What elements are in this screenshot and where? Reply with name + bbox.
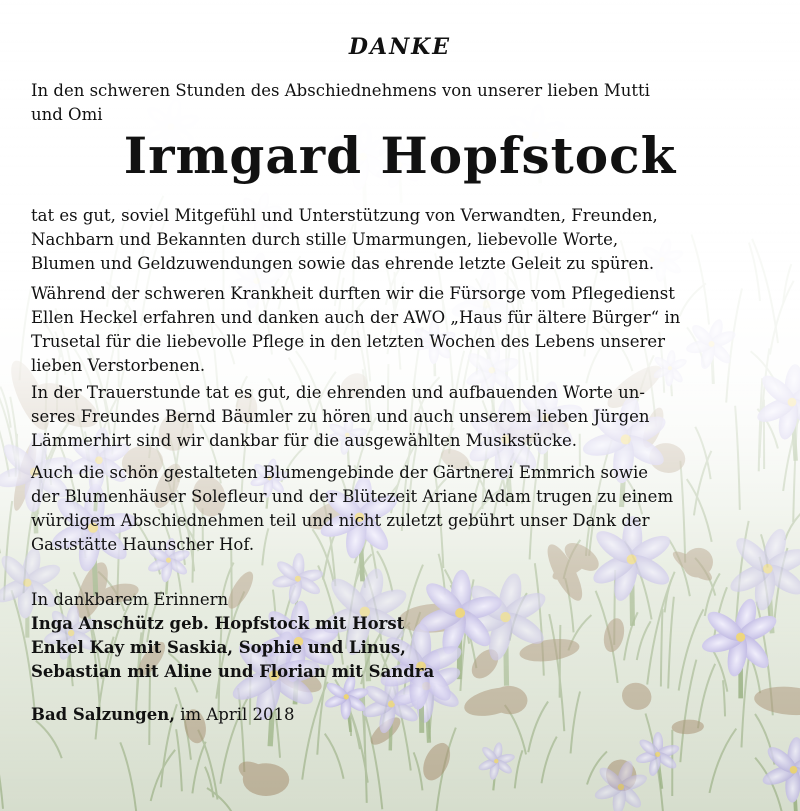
text-line: tat es gut, soviel Mitgefühl und Unterstützung von Verwandten, Freunden, bbox=[31, 206, 658, 225]
text-line: In den schweren Stunden des Abschiednehmens von unserer lieben Mutti bbox=[31, 81, 650, 100]
text-line: Während der schweren Krankheit durften wir die Fürsorge vom Pflegedienst bbox=[31, 284, 675, 303]
text-line: Gaststätte Haunscher Hof. bbox=[31, 535, 255, 554]
intro-paragraph bbox=[31, 79, 771, 127]
text-line: Blumen und Geldzuwendungen sowie das ehrende letzte Geleit zu spüren. bbox=[31, 254, 655, 273]
signatory-line: Enkel Kay mit Saskia, Sophie und Linus, bbox=[31, 638, 406, 657]
text-line: Ellen Heckel erfahren und danken auch der AWO „Haus für ältere Bürger“ in bbox=[31, 308, 681, 327]
heading-danke: DANKE bbox=[348, 34, 452, 60]
paragraph-care bbox=[31, 282, 771, 378]
text-line: In der Trauerstunde tat es gut, die ehrenden und aufbauenden Worte un- bbox=[31, 383, 646, 402]
paragraph-ceremony bbox=[31, 381, 771, 453]
text-line: Nachbarn und Bekannten durch stille Umarmungen, liebevolle Worte, bbox=[31, 230, 619, 249]
text-line: Trusetal für die liebevolle Pflege in den letzten Wochen des Lebens unserer bbox=[31, 332, 666, 351]
text-line: Lämmerhirt sind wir dankbar für die ausgewählten Musikstücke. bbox=[31, 431, 578, 450]
date: im April 2018 bbox=[180, 705, 295, 724]
paragraph-sympathy bbox=[31, 204, 771, 276]
text-line: würdigem Abschiednehmen teil und nicht zuletzt gebührt unser Dank der bbox=[31, 511, 650, 530]
paragraph-flowers bbox=[31, 461, 771, 557]
deceased-name: Irmgard Hopfstock bbox=[123, 126, 677, 185]
text-line: der Blumenhäuser Solefleur und der Blütezeit Ariane Adam trugen zu einem bbox=[31, 487, 674, 506]
text-line: lieben Verstorbenen. bbox=[31, 356, 206, 375]
signatory-line: Sebastian mit Aline und Florian mit Sandra bbox=[31, 662, 435, 681]
text-line: und Omi bbox=[31, 105, 103, 124]
signatory-line: Inga Anschütz geb. Hopfstock mit Horst bbox=[31, 614, 405, 633]
text-line: Auch die schön gestalteten Blumengebinde der Gärtnerei Emmrich sowie bbox=[31, 463, 649, 482]
place-date bbox=[31, 703, 771, 727]
signature-block bbox=[31, 588, 771, 684]
place: Bad Salzungen, bbox=[31, 705, 175, 724]
closing-phrase: In dankbarem Erinnern bbox=[31, 590, 229, 609]
text-line: seres Freundes Bernd Bäumler zu hören und auch unserem lieben Jürgen bbox=[31, 407, 650, 426]
